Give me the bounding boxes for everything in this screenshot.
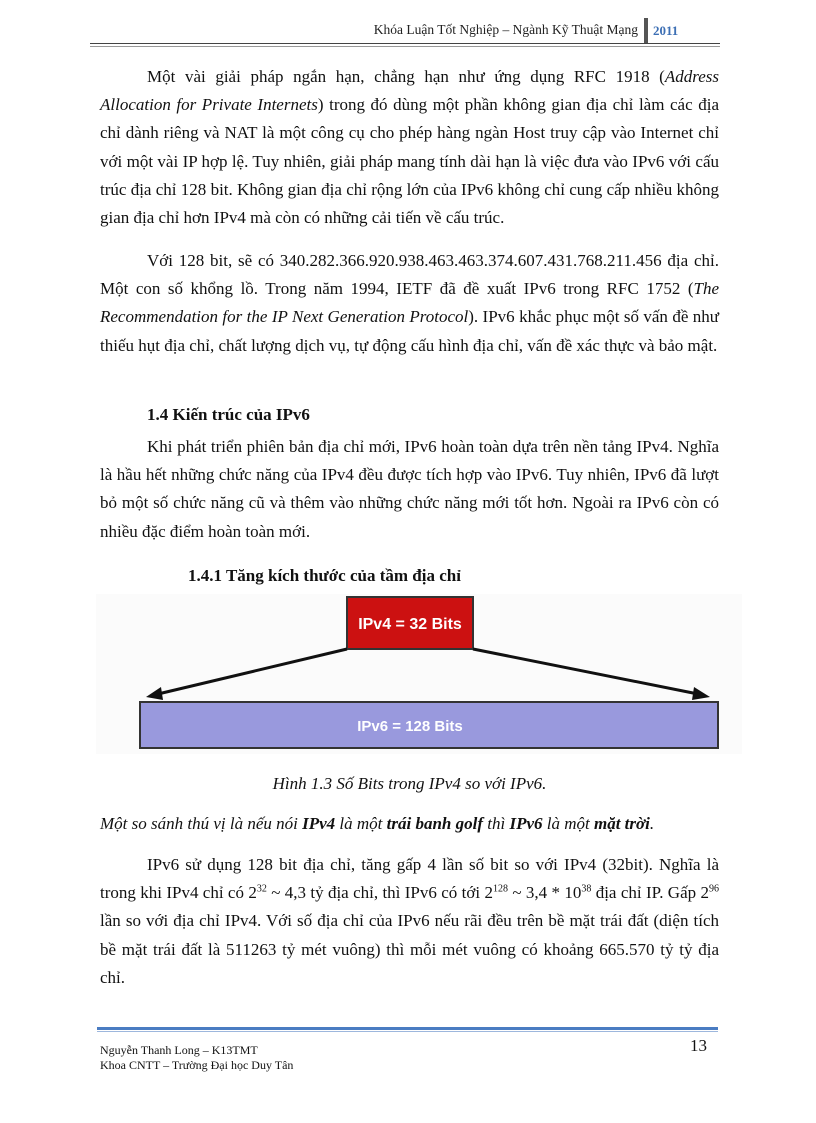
header-title: Khóa Luận Tốt Nghiệp – Ngành Kỹ Thuật Mạng (373, 22, 638, 37)
p4-sup-38: 38 (581, 883, 592, 895)
paragraph-address-count (100, 851, 719, 992)
footer-author: Nguyễn Thanh Long – K13TMT (100, 1043, 258, 1057)
header-rule (90, 43, 720, 44)
ipv4-label: IPv4 = 32 Bits (358, 616, 462, 633)
paragraph-architecture (100, 433, 719, 546)
page-number: 13 (690, 1036, 707, 1055)
comparison-i: . (649, 814, 655, 833)
p4-sup-96: 96 (709, 883, 719, 895)
ipv4-ipv6-bits-figure (96, 594, 742, 754)
footer-rule-secondary (97, 1031, 718, 1032)
header-year: 2011 (653, 23, 679, 38)
p1-text-a: Một vài giải pháp ngắn hạn, chẳng hạn như ứng dụng RFC 1918 ( (147, 67, 665, 86)
comparison-ipv6: IPv6 (509, 814, 543, 833)
p4-text-e: lần so với địa chỉ IPv4. Với số địa chỉ của IPv6 nếu rãi đều trên bề mặt trái đất (diện tích bề mặt trái đất là 511263 tỷ mét vuông) thì mỗi mét vuông có khoảng 665.570 tỷ tỷ địa chỉ. (100, 911, 719, 987)
comparison-e: thì (483, 814, 510, 833)
header-rule-secondary (90, 46, 720, 47)
p2-text-a: Với 128 bit, sẽ có 340.282.366.920.938.463.463.374.607.431.768.211.456 địa chỉ. Một con số khổng lồ. Trong năm 1994, IETF đã đề xuất IPv6 trong RFC 1752 ( (100, 251, 719, 299)
section-heading-1-4-1: 1.4.1 Tăng kích thước của tầm địa chỉ (188, 566, 461, 585)
comparison-sentence (100, 814, 654, 834)
comparison-ipv4: IPv4 (302, 814, 336, 833)
p4-text-d: địa chỉ IP. Gấp 2 (591, 883, 709, 903)
header-divider (644, 18, 648, 44)
p1-text-c: ) trong đó dùng một phần không gian địa chỉ làm các địa chỉ dành riêng và NAT là một công cụ cho phép hàng ngàn Host truy cập vào Internet chỉ với một vài IP hợp lệ. Tuy nhiên, giải pháp mang tính dài hạn là việc đưa vào IPv6 với cấu trúc địa chỉ 128 bit. Không gian địa chỉ rộng lớn của IPv6 không chỉ cung cấp nhiều không gian địa chỉ hơn IPv4 mà còn có những cải tiến về cấu trúc. (100, 95, 719, 228)
comparison-c: là một (335, 814, 387, 833)
comparison-sun: mặt trời (593, 814, 650, 833)
footer-faculty: Khoa CNTT – Trường Đại học Duy Tân (100, 1058, 294, 1072)
p2-text-c: ). IPv6 khắc phục một số vấn đề như thiếu hụt địa chỉ, chất lượng dịch vụ, tự động cấu hình địa chỉ, vấn đề xác thực và bảo mật. (100, 307, 719, 355)
comparison-a: Một so sánh thú vị là nếu nói (100, 814, 303, 833)
p4-text-c: ~ 3,4 * 10 (507, 883, 582, 903)
paragraph-rfc1918 (100, 63, 719, 232)
p4-sup-128: 128 (492, 883, 508, 895)
footer-rule (97, 1027, 718, 1030)
p4-sup-32: 32 (256, 883, 267, 895)
p1-text-italic: Address Allocation for Private Internets (100, 67, 719, 115)
comparison-golf-ball: trái banh golf (386, 814, 483, 833)
p3-text: Khi phát triển phiên bản địa chỉ mới, IPv6 hoàn toàn dựa trên nền tảng IPv4. Nghĩa là hầu hết những chức năng của IPv4 đều được tích hợp vào IPv6. Tuy nhiên, IPv6 đã lượt bỏ một số chức năng cũ và thêm vào những chức năng mới tốt hơn. Ngoài ra IPv6 còn có nhiều đặc điểm hoàn toàn mới. (100, 437, 719, 541)
figure-caption: Hình 1.3 Số Bits trong IPv4 so với IPv6. (272, 774, 547, 793)
comparison-g: là một (542, 814, 594, 833)
p4-text-b: ~ 4,3 tỷ địa chỉ, thì IPv6 có tới 2 (266, 883, 493, 903)
paragraph-128bit (100, 247, 719, 360)
section-heading-1-4: 1.4 Kiến trúc của IPv6 (147, 405, 310, 424)
p2-text-italic: The Recommendation for the IP Next Generation Protocol (100, 279, 719, 327)
p4-text-a: IPv6 sử dụng 128 bit địa chỉ, tăng gấp 4 lần số bit so với IPv4 (32bit). Nghĩa là trong khi IPv4 chỉ có 2 (100, 855, 719, 903)
ipv6-label: IPv6 = 128 Bits (357, 718, 463, 735)
